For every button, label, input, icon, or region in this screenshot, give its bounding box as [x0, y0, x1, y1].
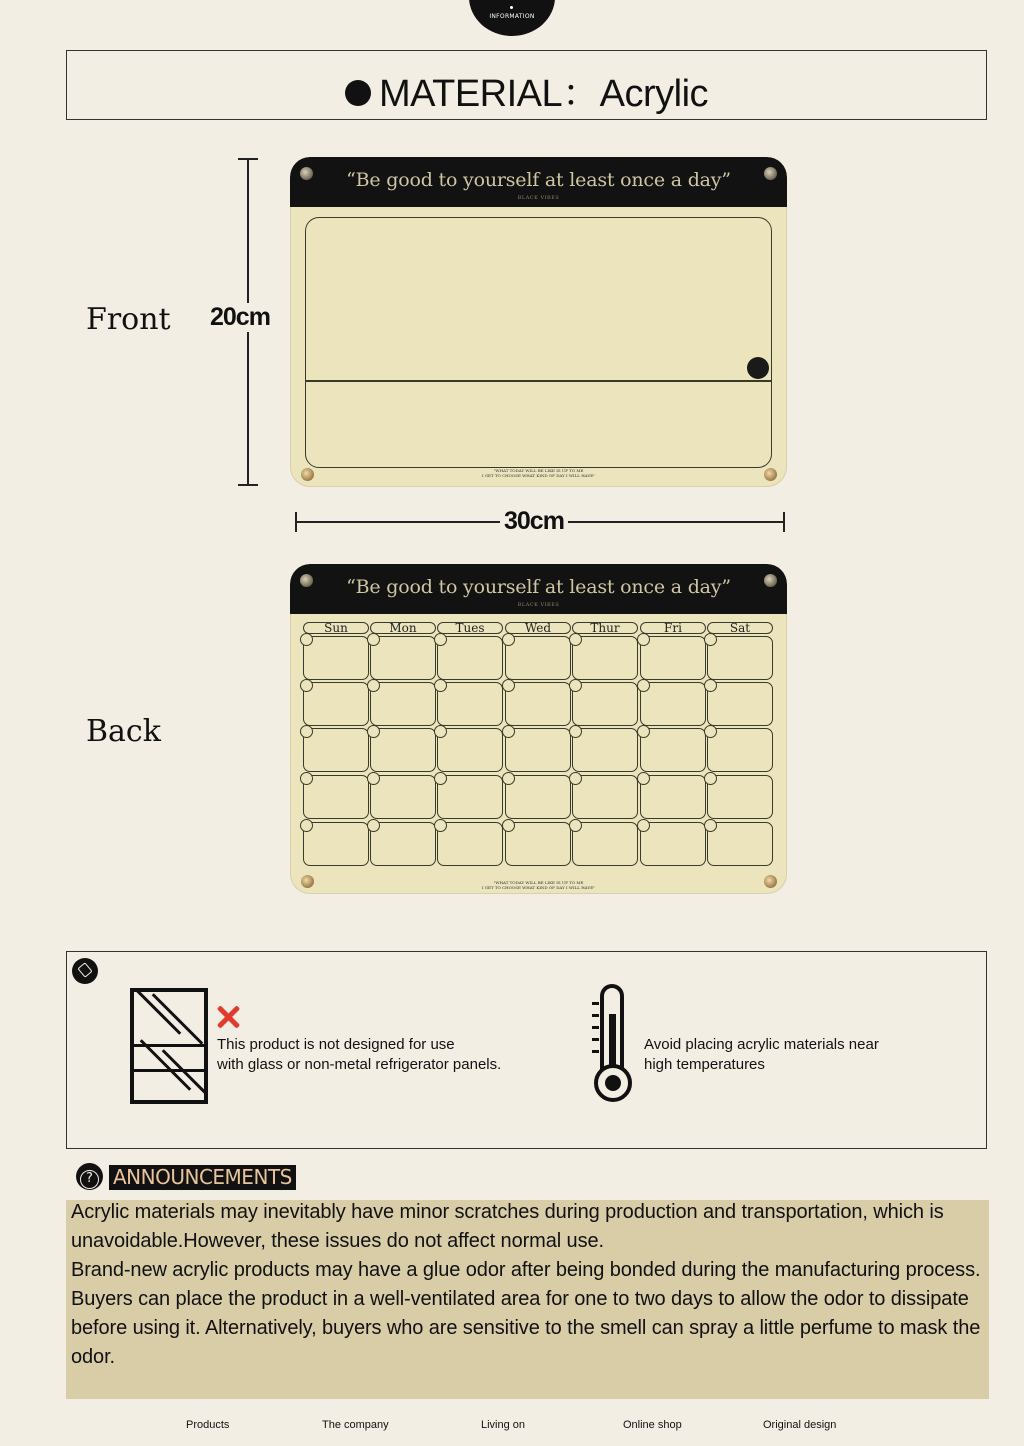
bullet-icon — [345, 80, 371, 106]
front-board — [290, 157, 787, 487]
screw-icon — [301, 875, 314, 888]
calendar-day-header: Wed — [505, 622, 571, 634]
front-divider — [305, 380, 772, 382]
calendar-cell — [303, 682, 369, 726]
calendar-cell — [370, 636, 436, 680]
calendar-cell — [437, 682, 503, 726]
footer-link-products[interactable]: Products — [186, 1419, 230, 1431]
screw-icon — [764, 167, 777, 180]
date-circle — [637, 633, 650, 646]
calendar-cell — [303, 822, 369, 866]
width-cap-left — [295, 512, 297, 532]
date-circle — [569, 679, 582, 692]
date-circle — [704, 725, 717, 738]
calendar-cell — [303, 775, 369, 819]
calendar-cell — [572, 636, 638, 680]
date-circle — [704, 772, 717, 785]
tag-icon — [72, 958, 98, 984]
calendar-day-header: Sun — [303, 622, 369, 634]
date-circle — [367, 772, 380, 785]
calendar-cell — [572, 728, 638, 772]
date-circle — [704, 819, 717, 832]
calendar-cell — [707, 822, 773, 866]
calendar-cell — [437, 822, 503, 866]
date-circle — [502, 679, 515, 692]
calendar-day-header: Thur — [572, 622, 638, 634]
date-circle — [434, 679, 447, 692]
calendar-cell — [640, 822, 706, 866]
calendar-day-header: Mon — [370, 622, 436, 634]
information-badge — [469, 0, 555, 36]
date-circle — [434, 772, 447, 785]
calendar-cell — [640, 682, 706, 726]
calendar-cell — [370, 682, 436, 726]
calendar-cell — [505, 682, 571, 726]
glass-notice: This product is not designed for use with glass or non-metal refrigerator panels. — [217, 1036, 502, 1073]
board-quote: “Be good to yourself at least once a day” — [346, 169, 731, 191]
calendar-cell — [572, 682, 638, 726]
footer-link-living-on[interactable]: Living on — [481, 1419, 526, 1431]
date-circle — [569, 772, 582, 785]
calendar-cell — [370, 822, 436, 866]
screw-icon — [300, 167, 313, 180]
badge-dot — [510, 6, 513, 9]
front-label: Front — [86, 302, 171, 337]
date-circle — [502, 819, 515, 832]
width-label: 30cm — [500, 507, 568, 536]
date-circle — [704, 679, 717, 692]
date-circle — [434, 819, 447, 832]
height-cap-top — [238, 158, 258, 160]
date-circle — [637, 725, 650, 738]
calendar-cell — [505, 636, 571, 680]
brand-logo-icon — [747, 357, 769, 379]
date-circle — [637, 679, 650, 692]
board-brand: BLACK VIBES — [517, 195, 560, 201]
board-brand: BLACK VIBES — [517, 602, 560, 608]
screw-icon — [300, 574, 313, 587]
date-circle — [300, 633, 313, 646]
date-circle — [367, 819, 380, 832]
board-footer: "WHAT TODAY WILL BE LIKE IS UP TO ME I GET TO CHOOSE WHAT KIND OF DAY I WILL HAVE" — [481, 468, 596, 478]
date-circle — [569, 633, 582, 646]
date-circle — [300, 819, 313, 832]
calendar-cell — [370, 775, 436, 819]
thermometer-icon — [592, 984, 634, 1104]
height-cap-bottom — [238, 484, 258, 486]
footer-link-online-shop[interactable]: Online shop — [623, 1419, 682, 1431]
date-circle — [300, 772, 313, 785]
calendar-cell — [572, 822, 638, 866]
material-title: MATERIAL：Acrylic — [378, 73, 709, 115]
calendar-cell — [505, 728, 571, 772]
material-header — [66, 50, 987, 120]
back-board — [290, 564, 787, 894]
announcements-title: ANNOUNCEMENTS — [109, 1165, 296, 1190]
date-circle — [367, 679, 380, 692]
screw-icon — [764, 574, 777, 587]
width-cap-right — [783, 512, 785, 532]
date-circle — [502, 772, 515, 785]
screw-icon — [764, 875, 777, 888]
date-circle — [434, 725, 447, 738]
date-circle — [637, 772, 650, 785]
date-circle — [434, 633, 447, 646]
date-circle — [569, 725, 582, 738]
badge-text: INFORMATION — [489, 13, 535, 20]
calendar-cell — [303, 636, 369, 680]
temperature-notice: Avoid placing acrylic materials near high temperatures — [644, 1036, 879, 1073]
date-circle — [300, 725, 313, 738]
date-circle — [367, 633, 380, 646]
date-circle — [569, 819, 582, 832]
date-circle — [300, 679, 313, 692]
announcements-text: Acrylic materials may inevitably have minor scratches during production and transportation, which is unavoidable.However, these issues do not affect normal use. Brand-new acrylic products may have a glue odor after being bonded during the manufacturing process. Buyers can place the product in a well-ventilated area for one to two days to allow the odor to dissipate before using it. Alternatively, buyers who are sensitive to the smell can spray a little perfume to mask the odor. — [71, 1201, 981, 1368]
footer-link-company[interactable]: The company — [322, 1419, 389, 1431]
board-footer: "WHAT TODAY WILL BE LIKE IS UP TO ME I GET TO CHOOSE WHAT KIND OF DAY I WILL HAVE" — [481, 880, 596, 890]
height-label: 20cm — [210, 303, 270, 331]
calendar-day-header: Sat — [707, 622, 773, 634]
calendar-cell — [707, 636, 773, 680]
board-quote: “Be good to yourself at least once a day” — [346, 576, 731, 598]
calendar-day-header: Fri — [640, 622, 706, 634]
date-circle — [367, 725, 380, 738]
calendar-day-header: Tues — [437, 622, 503, 634]
calendar-cell — [505, 822, 571, 866]
calendar-cell — [707, 775, 773, 819]
calendar-cell — [303, 728, 369, 772]
calendar-cell — [370, 728, 436, 772]
calendar-cell — [707, 728, 773, 772]
calendar-cell — [640, 775, 706, 819]
screw-icon — [301, 468, 314, 481]
date-circle — [637, 819, 650, 832]
screw-icon — [764, 468, 777, 481]
calendar-cell — [640, 636, 706, 680]
calendar-cell — [640, 728, 706, 772]
date-circle — [502, 725, 515, 738]
x-mark-icon — [214, 1003, 242, 1031]
back-label: Back — [86, 714, 161, 749]
calendar-cell — [437, 775, 503, 819]
date-circle — [502, 633, 515, 646]
calendar-cell — [707, 682, 773, 726]
calendar-cell — [505, 775, 571, 819]
calendar-cell — [572, 775, 638, 819]
calendar-cell — [437, 728, 503, 772]
calendar-cell — [437, 636, 503, 680]
glass-panel-icon — [130, 988, 208, 1104]
front-writing-area — [305, 217, 772, 468]
question-icon: ? — [76, 1163, 103, 1190]
date-circle — [704, 633, 717, 646]
announcements-box — [66, 1200, 989, 1399]
footer-link-original-design[interactable]: Original design — [763, 1419, 837, 1431]
